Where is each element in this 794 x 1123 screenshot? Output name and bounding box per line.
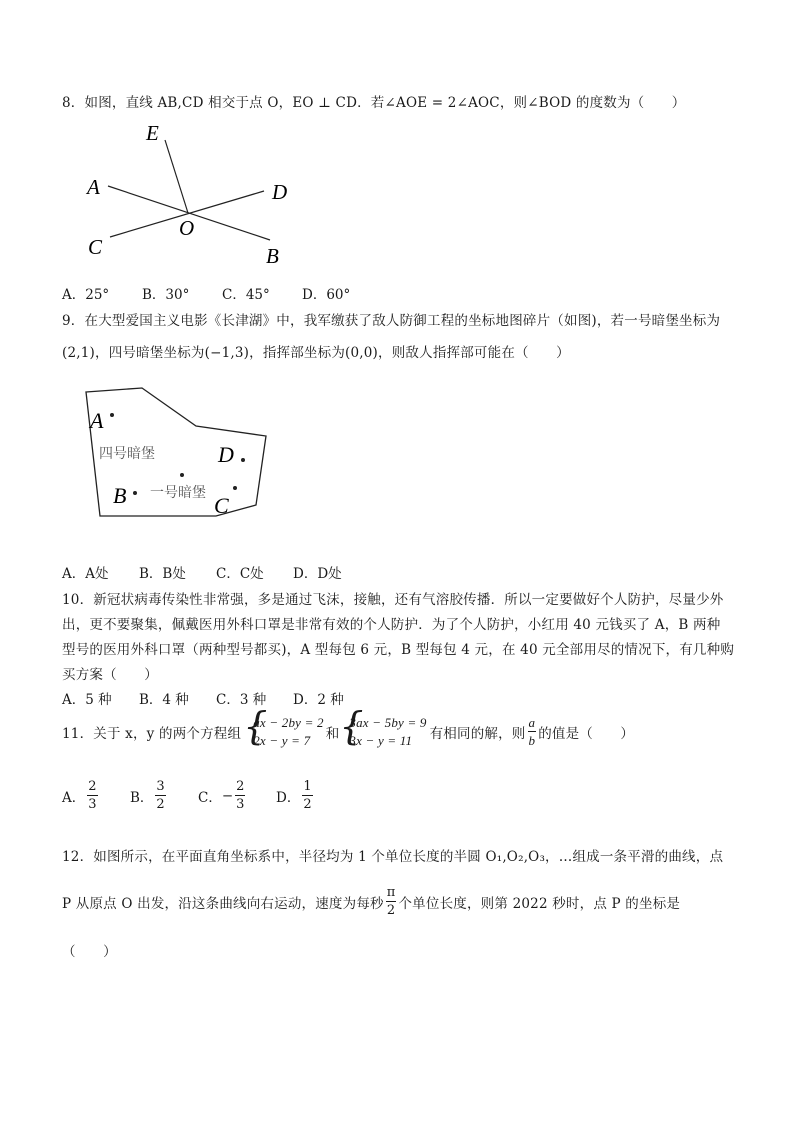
point-first-bunker	[180, 473, 184, 477]
label-O: O	[179, 216, 195, 240]
q10-options	[62, 688, 344, 708]
q12-text-line1: 12．如图所示，在平面直角坐标系中，半径均为 1 个单位长度的半圆 O₁,O₂,O₃，…组成一条平滑的曲线，点	[62, 849, 724, 865]
q10-text-line1: 10．新冠状病毒传染性非常强，多是通过飞沫，接触，还有气溶胶传播．所以一定要做好个人防护，尽量少外	[62, 592, 724, 608]
q11-suffix: 的值是（ ）	[538, 725, 635, 742]
q10-text-line3: 型号的医用外科口罩（两种型号都买)，A 型每包 6 元，B 型每包 4 元，在 40 元全部用尽的情况下，有几种购	[62, 642, 735, 658]
q9-text-line1: 9．在大型爱国主义电影《长津湖》中，我军缴获了敌人防御工程的坐标地图碎片（如图)，若一号暗堡坐标为	[62, 313, 721, 329]
q11-options	[62, 780, 315, 811]
q8-option-b: B．30°	[142, 287, 190, 303]
q8-option-a: A．25°	[62, 287, 110, 303]
q11-option-d-den: 2	[303, 797, 312, 812]
q9-option-d: D．D处	[293, 566, 342, 582]
label-A-map: A	[90, 408, 104, 433]
point-D	[241, 458, 245, 462]
ray-OE	[165, 140, 188, 213]
q11-option-b-frac	[155, 780, 165, 811]
q11-option-c-num: 2	[236, 779, 245, 794]
q9-option-b: B．B处	[139, 566, 186, 582]
q12-text-line3: （ ）	[62, 944, 117, 960]
q11-system-2-eq1: { 3ax − 5by = 9	[349, 715, 427, 730]
q11-option-b	[130, 780, 198, 811]
q8-figure	[78, 118, 308, 273]
q11-fraction-den: b	[528, 733, 536, 749]
q8-option-c: C．45°	[222, 287, 270, 303]
q12-fraction	[386, 886, 397, 917]
q11-system-2-eq2: 3x − y = 11	[349, 732, 413, 748]
q9-options	[62, 562, 342, 582]
label-B: B	[266, 244, 279, 268]
point-B	[133, 491, 137, 495]
label-D-map: D	[218, 442, 234, 467]
q11-option-c-label: C．	[198, 789, 222, 806]
q11-fraction	[528, 716, 537, 747]
q11-system-1-eq2: 2x − y = 7	[253, 732, 311, 748]
q12-text-line2	[62, 886, 680, 917]
label-C-map: C	[214, 493, 229, 518]
q10-text-line4: 买方案（ ）	[62, 667, 158, 683]
q12-line2-post: 个单位长度，则第 2022 秒时，点 P 的坐标是	[398, 895, 681, 912]
q9-map-fragment	[78, 380, 278, 520]
q11-option-a-label: A．	[62, 789, 86, 806]
q11-option-a	[62, 780, 130, 811]
q11-option-b-num: 3	[156, 779, 165, 794]
q11-fraction-num: a	[528, 715, 536, 731]
q8-text: 8．如图，直线 AB,CD 相交于点 O，EO ⊥ CD．若∠AOE = 2∠AOC，则∠BOD 的度数为（ ）	[62, 95, 686, 111]
q12-fraction-num: π	[386, 885, 396, 900]
q11-option-c-sign: −	[221, 787, 234, 804]
label-bunker-1: 一号暗堡	[150, 485, 206, 501]
point-C	[233, 486, 237, 490]
q11-system-1	[245, 714, 324, 749]
label-bunker-4: 四号暗堡	[99, 446, 155, 462]
q11-system-1-eq1: { ax − 2by = 2	[253, 715, 324, 730]
q9-text-line2: (2,1)，四号暗堡坐标为(−1,3)，指挥部坐标为(0,0)，则敌人指挥部可能在（ ）	[62, 345, 570, 361]
q11-option-a-den: 3	[88, 797, 97, 812]
q11-option-d-num: 1	[303, 779, 312, 794]
q11-and: 和	[325, 725, 340, 742]
label-C: C	[88, 235, 103, 259]
q8-options	[62, 283, 350, 303]
q11-prefix: 11．关于 x，y 的两个方程组	[62, 725, 242, 742]
q11-mid: 有相同的解，则	[429, 725, 526, 742]
q9-option-c: C．C处	[216, 566, 264, 582]
q11-option-a-num: 2	[88, 779, 97, 794]
q11-option-c-frac	[235, 780, 245, 811]
label-A: A	[87, 175, 100, 199]
label-D: D	[272, 180, 288, 204]
q11-system-2	[341, 714, 426, 749]
q11-option-b-den: 2	[156, 797, 165, 812]
q10-text-line2: 出，更不要聚集，佩戴医用外科口罩是非常有效的个人防护．为了个人防护，小红用 40 元钱买了 A，B 两种	[62, 617, 721, 633]
q11-option-d-label: D．	[276, 789, 301, 806]
q8-option-d: D．60°	[302, 287, 351, 303]
q11-option-c-den: 3	[236, 797, 245, 812]
q11-option-d-frac	[302, 780, 312, 811]
q10-option-c: C．3 种	[216, 692, 267, 708]
q11-option-a-frac	[87, 780, 97, 811]
q10-option-b: B．4 种	[139, 692, 189, 708]
q9-option-a: A．A处	[62, 566, 109, 582]
q11-option-b-label: B．	[130, 789, 154, 806]
point-A	[110, 413, 114, 417]
q10-option-a: A．5 种	[62, 692, 112, 708]
q11-text	[62, 714, 634, 749]
q11-option-d	[276, 780, 315, 811]
q11-option-c	[198, 780, 276, 811]
label-E: E	[146, 121, 159, 145]
q12-line2-pre: P 从原点 O 出发，沿这条曲线向右运动，速度为每秒	[62, 895, 384, 912]
label-B-map: B	[113, 483, 127, 508]
q10-option-d: D．2 种	[293, 692, 344, 708]
q12-fraction-den: 2	[386, 903, 396, 918]
